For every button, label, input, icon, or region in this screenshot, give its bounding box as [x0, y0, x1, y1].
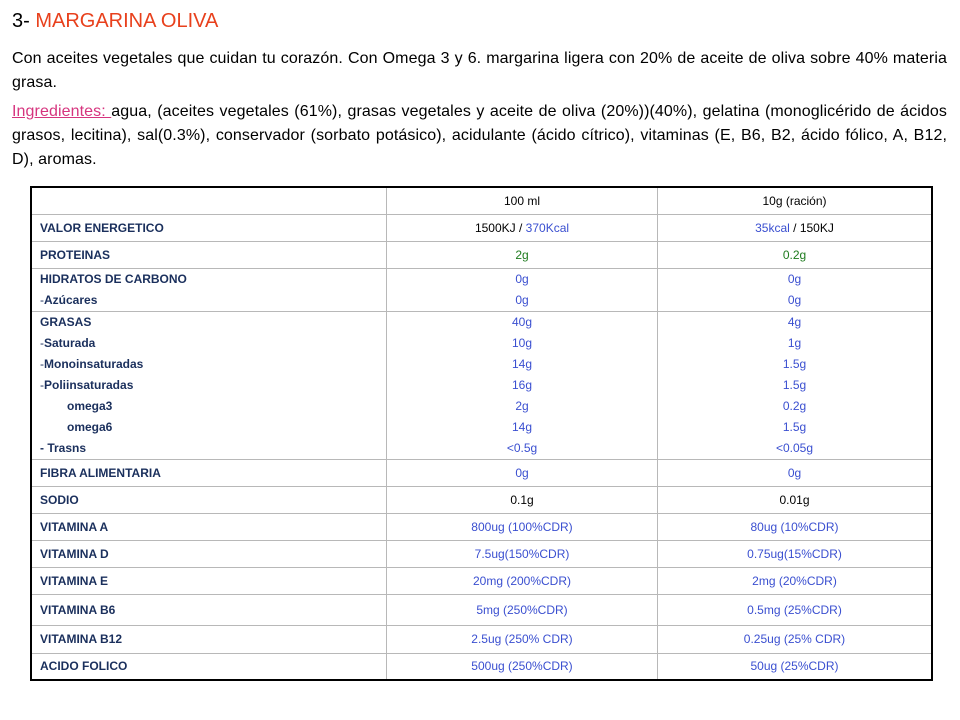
- fats-sub-label: [40, 375, 378, 396]
- energy-100ml-kcal: 370Kcal: [525, 220, 570, 235]
- fats-sub-ration: 0.2g: [782, 398, 807, 413]
- carbs-label-cell: [31, 268, 387, 311]
- row-ration: 0.75ug(15%CDR): [658, 540, 933, 567]
- product-description: Con aceites vegetales que cuidan tu corazón. Con Omega 3 y 6. margarina ligera con 20% de aceite de oliva sobre 40% materia grasa.: [12, 50, 947, 91]
- row-ration: 0.5mg (25%CDR): [658, 594, 933, 625]
- row-label: VITAMINA B6: [31, 594, 387, 625]
- row-label: VITAMINA B12: [31, 625, 387, 653]
- row-label: VITAMINA D: [31, 540, 387, 567]
- nutrition-table: [30, 186, 933, 681]
- energy-ration-kj: 150KJ: [799, 220, 834, 235]
- fats-sub-label: [40, 354, 378, 375]
- row-ration: 0.01g: [658, 486, 933, 513]
- row-ration: 80ug (10%CDR): [658, 513, 933, 540]
- row-100ml: 0.1g: [387, 486, 658, 513]
- row-100ml: 500ug (250%CDR): [387, 653, 658, 680]
- carbs-sub-ration: 0g: [787, 292, 802, 307]
- table-header-row: [31, 187, 932, 214]
- table-row: [31, 594, 932, 625]
- header-ration: 10g (ración): [658, 187, 933, 214]
- fats-sub-ration: 1.5g: [782, 419, 807, 434]
- carbs-sub-label: [40, 290, 378, 311]
- ingredients-label: Ingredientes:: [12, 103, 112, 120]
- energy-ration: [658, 214, 933, 241]
- title-number: 3-: [12, 10, 36, 32]
- fats-sub-ration: <0.05g: [775, 440, 814, 455]
- energy-100ml-kj: 1500KJ: [474, 220, 516, 235]
- ingredients-paragraph: [12, 100, 947, 172]
- fats-sub-text: omega3: [67, 398, 113, 413]
- fats-sub-dash: -: [40, 356, 44, 371]
- table-row: [31, 653, 932, 680]
- row-ration: 0g: [658, 459, 933, 486]
- fats-sub-ration: 1.5g: [782, 356, 807, 371]
- table-row: [31, 540, 932, 567]
- fats-ration: 4g: [787, 314, 802, 329]
- fats-sub-text: Monoinsaturadas: [44, 356, 144, 371]
- row-ration: 2mg (20%CDR): [658, 567, 933, 594]
- row-100ml: 7.5ug(150%CDR): [387, 540, 658, 567]
- table-row-energy: [31, 214, 932, 241]
- carbs-sub-dash: -: [40, 292, 44, 307]
- carbs-sub-text: Azúcares: [44, 292, 98, 307]
- proteins-label: PROTEINAS: [31, 241, 387, 268]
- proteins-ration: 0.2g: [658, 241, 933, 268]
- carbs-100ml-cell: [387, 268, 658, 311]
- fats-label-cell: [31, 311, 387, 459]
- energy-ration-kcal: 35kcal: [755, 220, 790, 235]
- table-row: [31, 625, 932, 653]
- fats-sub-100ml: <0.5g: [506, 440, 538, 455]
- fats-sub-100ml: 16g: [511, 377, 533, 392]
- ingredients-text: agua, (aceites vegetales (61%), grasas vegetales y aceite de oliva (20%))(40%), gelatina (monoglicérido de ácidos grasos, lecitina), sal(0.3%), conservador (sorbato potásico), acidulante (ácido cítrico), vitaminas (E, B6, B2, ácido fólico, A, B12, D), aromas.: [12, 103, 947, 168]
- energy-100ml-sep: /: [515, 220, 526, 235]
- energy-label: VALOR ENERGETICO: [31, 214, 387, 241]
- fats-sub-label: [40, 417, 378, 438]
- fats-sub-100ml: 2g: [515, 398, 529, 413]
- fats-sub-label: [40, 333, 378, 354]
- row-100ml: 5mg (250%CDR): [387, 594, 658, 625]
- table-row: [31, 459, 932, 486]
- row-label: ACIDO FOLICO: [31, 653, 387, 680]
- proteins-100ml: 2g: [387, 241, 658, 268]
- carbs-label: HIDRATOS DE CARBONO: [40, 271, 187, 286]
- row-ration: 0.25ug (25% CDR): [658, 625, 933, 653]
- fats-sub-100ml: 14g: [511, 419, 533, 434]
- fats-sub-dash: -: [40, 377, 44, 392]
- product-name: MARGARINA OLIVA: [35, 10, 219, 32]
- row-100ml: 0g: [387, 459, 658, 486]
- header-empty: [31, 187, 387, 214]
- fats-sub-text: Poliinsaturadas: [44, 377, 134, 392]
- table-row-carbs: [31, 268, 932, 311]
- row-100ml: 20mg (200%CDR): [387, 567, 658, 594]
- fats-sub-ration: 1.5g: [782, 377, 807, 392]
- carbs-ration: 0g: [787, 271, 802, 286]
- fats-sub-dash: -: [40, 440, 48, 455]
- row-ration: 50ug (25%CDR): [658, 653, 933, 680]
- table-row-proteins: [31, 241, 932, 268]
- carbs-100ml: 0g: [515, 271, 529, 286]
- fats-ration-cell: [658, 311, 933, 459]
- energy-ration-sep: /: [789, 220, 800, 235]
- table-row: [31, 567, 932, 594]
- fats-sub-text: omega6: [67, 419, 113, 434]
- row-label: SODIO: [31, 486, 387, 513]
- fats-sub-dash: -: [40, 335, 44, 350]
- table-row: [31, 486, 932, 513]
- row-label: FIBRA ALIMENTARIA: [31, 459, 387, 486]
- carbs-sub-100ml: 0g: [515, 292, 529, 307]
- header-100ml: 100 ml: [387, 187, 658, 214]
- fats-sub-ration: 1g: [787, 335, 802, 350]
- fats-sub-text: Saturada: [44, 335, 96, 350]
- page-title: [12, 9, 218, 33]
- fats-sub-label: [40, 396, 378, 417]
- row-100ml: 800ug (100%CDR): [387, 513, 658, 540]
- fats-label: GRASAS: [40, 314, 92, 329]
- fats-sub-label: [40, 438, 378, 459]
- row-label: VITAMINA A: [31, 513, 387, 540]
- row-label: VITAMINA E: [31, 567, 387, 594]
- carbs-ration-cell: [658, 268, 933, 311]
- table-row: [31, 513, 932, 540]
- fats-100ml-cell: [387, 311, 658, 459]
- fats-sub-100ml: 10g: [511, 335, 533, 350]
- table-row-fats: [31, 311, 932, 459]
- energy-100ml: [387, 214, 658, 241]
- row-100ml: 2.5ug (250% CDR): [387, 625, 658, 653]
- fats-sub-100ml: 14g: [511, 356, 533, 371]
- fats-sub-text: Trasns: [47, 440, 87, 455]
- fats-100ml: 40g: [511, 314, 533, 329]
